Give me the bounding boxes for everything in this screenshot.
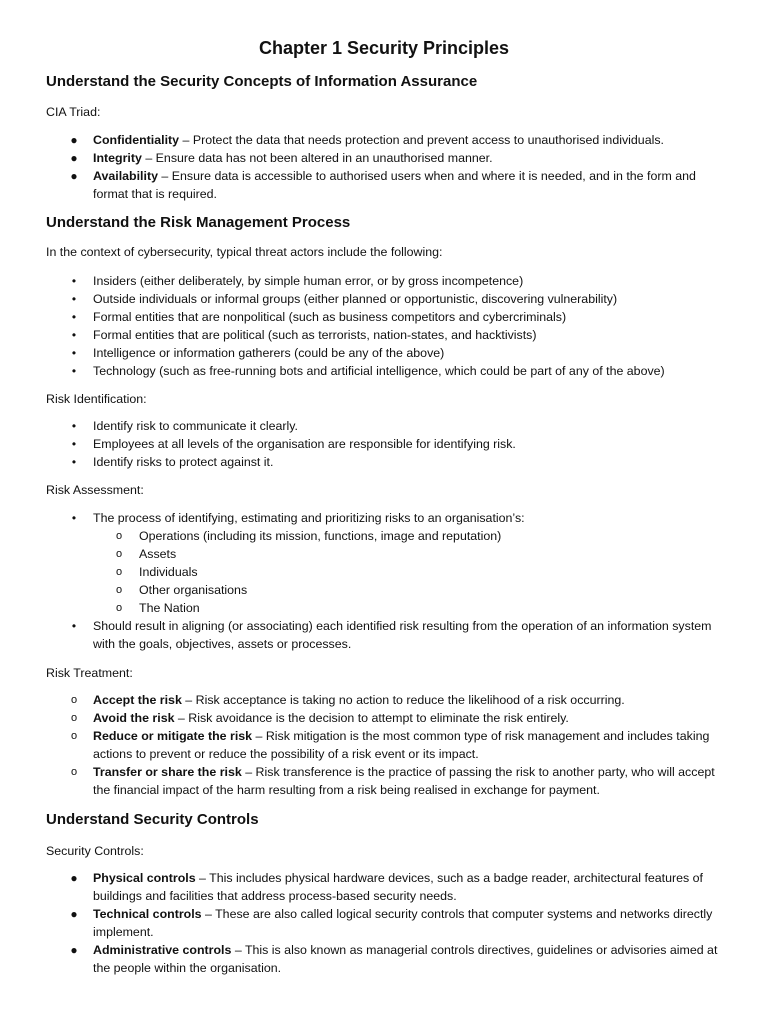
risk-treatment-list [0,691,768,799]
list-item: • Outside individuals or informal groups (either planned or opportunistic, discovering vulnerability) [0,290,768,308]
list-item: • Insiders (either deliberately, by simple human error, or by gross incompetence) [0,272,768,290]
circle-bullet-icon: o [115,566,123,578]
bullet-icon: ● [70,907,78,921]
list-item: o Reduce or mitigate the risk – Risk mitigation is the most common type of risk management and includes taking actions to prevent or reduce the possibility of a risk event or its impact. [70,729,710,761]
risk-identification-label: Risk Identification: [46,392,147,406]
list-item: ● Administrative controls – This is also known as managerial controls directives, guidelines or advisories aimed at the people within the organisation. [70,943,718,975]
circle-bullet-icon: o [70,766,78,778]
list-item: o Accept the risk – Risk acceptance is taking no action to reduce the likelihood of a risk occurring. [70,693,625,707]
list-item: • Identify risk to communicate it clearly. [0,417,768,435]
list-item: ● Integrity – Ensure data has not been altered in an unauthorised manner. [70,151,493,165]
circle-bullet-icon: o [70,712,78,724]
bullet-icon: • [71,274,77,288]
list-item: ● Physical controls – This includes physical hardware devices, such as a badge reader, architectural features of buildings and facilities that address process-based security needs. [70,871,703,903]
cia-triad-list [0,131,768,203]
bullet-icon: • [71,419,77,433]
risk-treatment-label: Risk Treatment: [46,666,133,680]
list-item: • Technology (such as free-running bots and artificial intelligence, which could be part of any of the above) [0,362,768,380]
bullet-icon: ● [70,943,78,957]
list-item: ● Confidentiality – Protect the data that needs protection and prevent access to unauthorised individuals. [70,133,664,147]
bullet-icon: • [71,619,77,633]
section-heading-info-assurance: Understand the Security Concepts of Information Assurance [46,73,478,90]
sub-list-item: o Assets [115,547,177,561]
list-item: • Formal entities that are nonpolitical (such as business competitors and cybercriminals) [0,308,768,326]
section-heading-risk-management: Understand the Risk Management Process [46,214,351,231]
risk-identification-list [0,417,768,471]
sub-list-item: o The Nation [115,601,200,615]
circle-bullet-icon: o [115,602,123,614]
list-item: • Formal entities that are political (such as terrorists, nation-states, and hacktivists) [0,326,768,344]
threat-actors-intro: In the context of cybersecurity, typical threat actors include the following: [46,245,443,259]
list-item: • Employees at all levels of the organisation are responsible for identifying risk. [0,435,768,453]
list-item: • Should result in aligning (or associating) each identified risk resulting from the operation of an information system with the goals, objectives, assets or processes. [0,617,768,653]
list-item: • Intelligence or information gatherers (could be any of the above) [0,344,768,362]
list-item: o Avoid the risk – Risk avoidance is the decision to attempt to eliminate the risk entirely. [70,711,569,725]
page-title: Chapter 1 Security Principles [258,38,510,58]
section-heading-security-controls: Understand Security Controls [46,811,259,828]
list-item: ● Technical controls – These are also called logical security controls that computer systems and networks directly implement. [70,907,713,939]
security-controls-list [0,869,768,977]
bullet-icon: ● [70,151,78,165]
circle-bullet-icon: o [115,548,123,560]
bullet-icon: • [71,346,77,360]
bullet-icon: ● [70,133,78,147]
sub-list-item: o Operations (including its mission, functions, image and reputation) [115,529,502,543]
circle-bullet-icon: o [115,584,123,596]
bullet-icon: • [71,455,77,469]
list-item: • The process of identifying, estimating and prioritizing risks to an organisation’s: [0,509,768,527]
bullet-icon: • [71,364,77,378]
threat-actors-list [0,272,768,380]
security-controls-label: Security Controls: [46,844,144,858]
circle-bullet-icon: o [70,694,78,706]
bullet-icon: • [71,310,77,324]
bullet-icon: • [71,511,77,525]
sub-list-item: o Individuals [115,565,198,579]
bullet-icon: • [71,292,77,306]
bullet-icon: • [71,328,77,342]
risk-assessment-label: Risk Assessment: [46,483,144,497]
circle-bullet-icon: o [70,730,78,742]
circle-bullet-icon: o [115,530,123,542]
list-item: ● Availability – Ensure data is accessible to authorised users when and where it is needed, and in the form and format that is required. [70,169,696,201]
cia-triad-label: CIA Triad: [46,105,101,119]
bullet-icon: • [71,437,77,451]
list-item: • Identify risks to protect against it. [0,453,768,471]
bullet-icon: ● [70,871,78,885]
risk-assessment-list [0,509,768,653]
sub-list-item: o Other organisations [115,583,248,597]
bullet-icon: ● [70,169,78,183]
list-item: o Transfer or share the risk – Risk transference is the practice of passing the risk to another party, who will accept the financial impact of the harm resulting from a risk being realised in exchange for payment. [70,765,715,797]
